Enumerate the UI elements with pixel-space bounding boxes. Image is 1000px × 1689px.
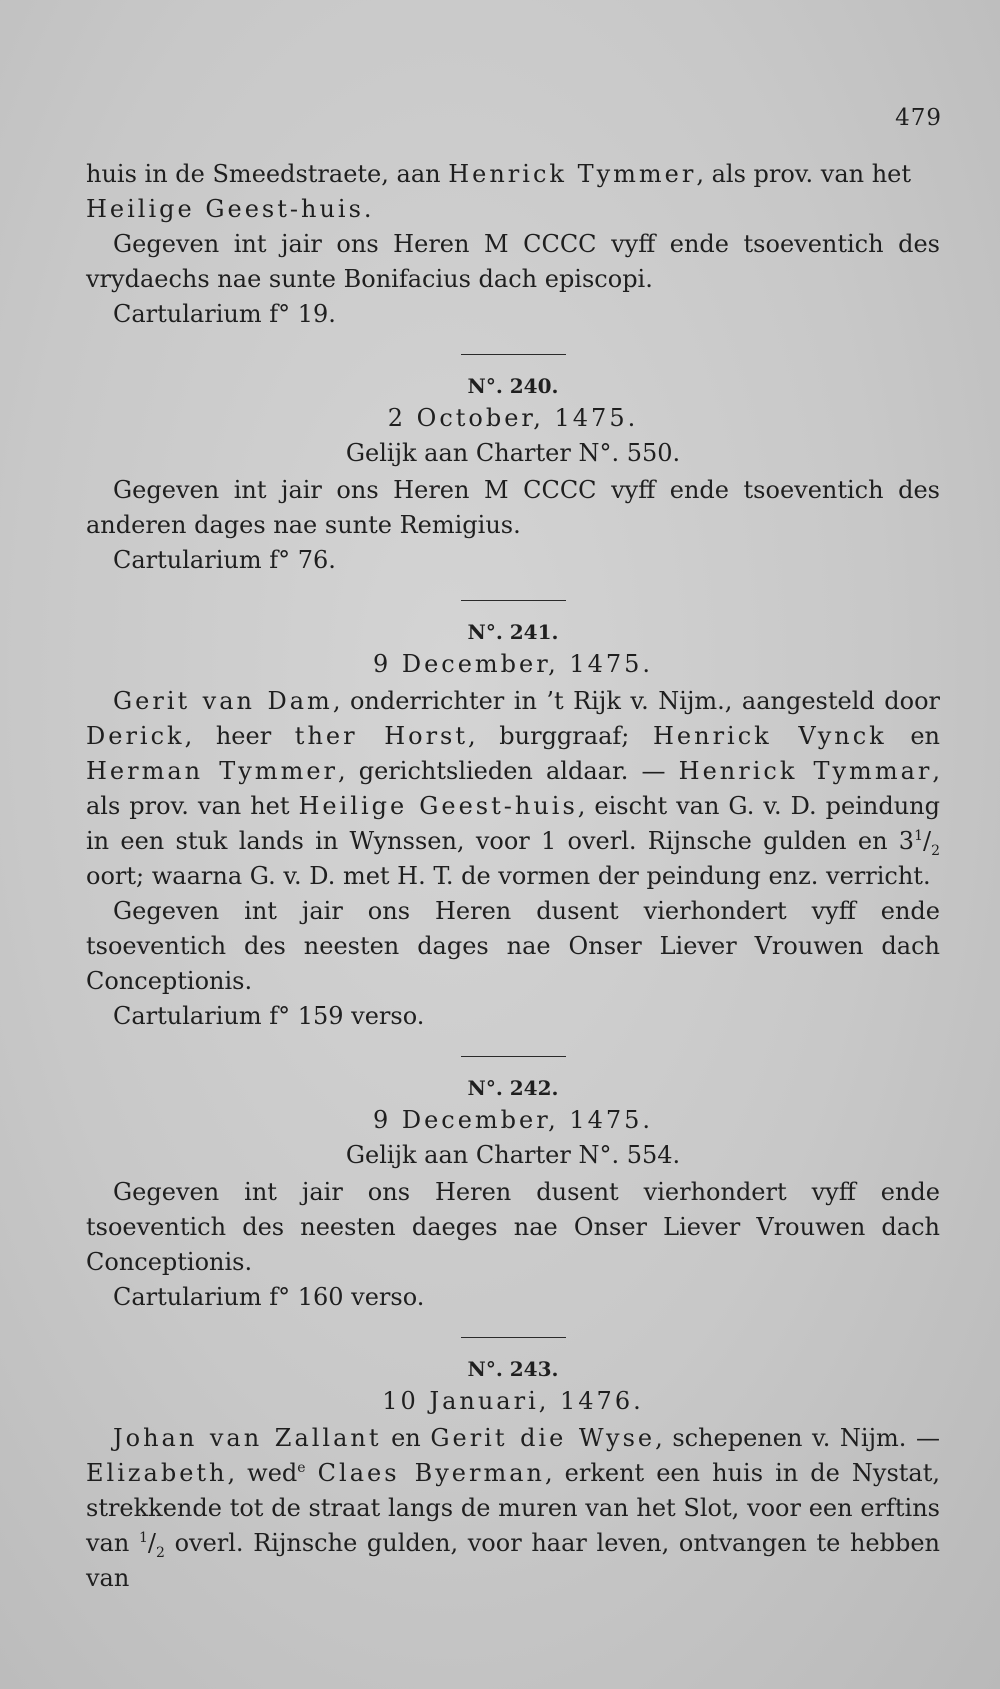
- person-name: Elizabeth: [86, 1459, 228, 1487]
- entry-date: 10 Januari, 1476.: [382, 1387, 644, 1415]
- fraction-numerator: 1: [914, 828, 923, 844]
- entry-number: N°. 240.: [467, 374, 559, 398]
- institution-name: Heilige Geest-huis: [298, 792, 578, 820]
- section-divider: [461, 1337, 566, 1338]
- person-name: Claes Byerman: [317, 1459, 545, 1487]
- regest-fragment: , heer: [184, 722, 295, 750]
- regest-text: [86, 684, 940, 894]
- section-divider: [461, 354, 566, 355]
- entry-241: [86, 617, 940, 1034]
- intro-text: huis in de Smeedstraete, aan: [86, 160, 449, 188]
- regest-fragment: , onderrichter in ’t Rijk v. Nijm., aangesteld door: [332, 687, 940, 715]
- cartularium-ref: Cartularium f° 159 verso.: [113, 1002, 425, 1030]
- gegeven-text: Gegeven int jair ons Heren dusent vierhondert vyff ende tsoeventich des neesten daeges nae Onser Liever Vrouwen dach Conceptionis.: [86, 1178, 940, 1276]
- regest-fragment: , eischt van G. v. D. peindung in een stuk lands in Wynssen, voor 1 overl. Rijnsche gulden en 3: [86, 792, 940, 855]
- regest-fragment: oort; waarna G. v. D. met H. T. de vormen der peindung enz. verricht.: [86, 862, 931, 890]
- section-divider: [461, 1056, 566, 1057]
- entry-240: [86, 371, 940, 578]
- gegeven-text: Gegeven int jair ons Heren dusent vierhondert vyff ende tsoeventich des neesten dages nae Onser Liever Vrouwen dach Conceptionis.: [86, 897, 940, 995]
- person-name: Herman Tymmer: [86, 757, 338, 785]
- intro-text: .: [363, 195, 372, 223]
- fraction-separator: /: [922, 827, 932, 855]
- abbreviation-superscript: e: [297, 1460, 306, 1476]
- intro-paragraph: [86, 157, 940, 227]
- entry-243: [86, 1354, 940, 1596]
- gegeven-text: Gegeven int jair ons Heren M CCCC vyff ende tsoeventich des anderen dages nae sunte Remigius.: [86, 476, 940, 539]
- person-name: ther Horst: [294, 722, 469, 750]
- regest-fragment: , schepenen v. Nijm. —: [655, 1424, 940, 1452]
- regest-fragment: overl. Rijnsche gulden, voor haar leven, ontvangen te hebben van: [86, 1529, 941, 1592]
- person-name: Gerit die Wyse: [430, 1424, 656, 1452]
- entry-date: 2 October, 1475.: [387, 404, 639, 432]
- intro-text: , als prov. van het: [696, 160, 912, 188]
- intro-section: [86, 157, 940, 332]
- regest-fragment: en: [381, 1424, 431, 1452]
- entry-date: 9 December, 1475.: [372, 1106, 654, 1134]
- institution-name: Heilige Geest-huis: [86, 195, 364, 223]
- regest-fragment: [306, 1459, 318, 1487]
- cartularium-ref: Cartularium f° 19.: [113, 300, 336, 328]
- section-divider: [461, 600, 566, 601]
- document-page: [86, 95, 940, 1596]
- regest-fragment: en: [886, 722, 940, 750]
- fraction-separator: /: [147, 1529, 156, 1557]
- regest-text: [86, 1421, 940, 1596]
- person-name: Derick: [86, 722, 185, 750]
- person-name: Henrick Vynck: [652, 722, 887, 750]
- entry-number: N°. 241.: [467, 620, 559, 644]
- gegeven-text: Gegeven int jair ons Heren M CCCC vyff ende tsoeventich des vrydaechs nae sunte Bonifacius dach episcopi.: [86, 230, 940, 293]
- regest-fragment: , als prov. van het: [86, 757, 940, 820]
- gelijk-reference: Gelijk aan Charter N°. 554.: [345, 1141, 681, 1169]
- cartularium-ref: Cartularium f° 76.: [113, 546, 336, 574]
- regest-fragment: , erkent een huis in de Nystat, strekkende tot de straat langs de muren van het Slot, voor een erftins van: [86, 1459, 940, 1557]
- entry-number: N°. 242.: [467, 1076, 559, 1100]
- entry-242: [86, 1073, 940, 1315]
- regest-fragment: , wed: [227, 1459, 298, 1487]
- cartularium-ref: Cartularium f° 160 verso.: [113, 1283, 425, 1311]
- fraction-denominator: 2: [156, 1544, 165, 1561]
- page-number: 479: [895, 105, 942, 131]
- person-name: Johan van Zallant: [113, 1424, 382, 1452]
- regest-fragment: , burggraaf;: [468, 722, 653, 750]
- entry-date: 9 December, 1475.: [372, 650, 654, 678]
- gelijk-reference: Gelijk aan Charter N°. 550.: [345, 439, 681, 467]
- person-name: Henrick Tymmar: [678, 757, 933, 785]
- person-name: Henrick Tymmer: [448, 160, 697, 188]
- person-name: Gerit van Dam: [113, 687, 333, 715]
- fraction-denominator: 2: [931, 842, 940, 859]
- entry-number: N°. 243.: [467, 1357, 559, 1381]
- fraction-numerator: 1: [138, 1530, 148, 1546]
- regest-fragment: , gerichtslieden aldaar. —: [338, 757, 679, 785]
